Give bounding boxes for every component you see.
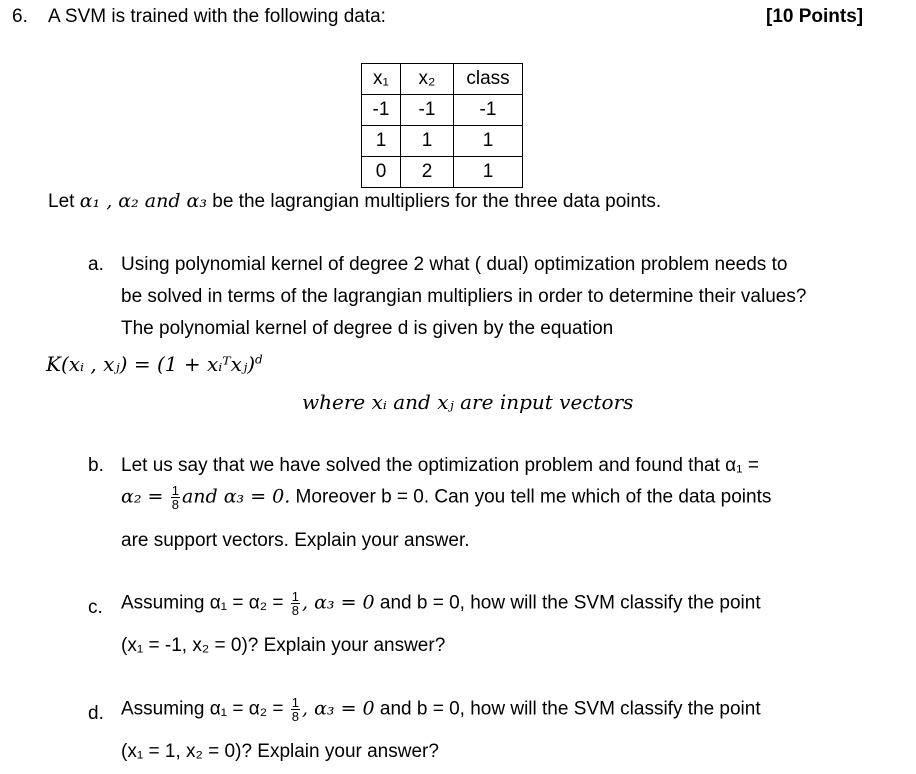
question-points: [10 Points] (766, 6, 864, 27)
part-b-alpha3: and α₃ = 0. (181, 485, 291, 508)
kernel-formula: K(xᵢ , xⱼ) = (1 + xᵢᵀxⱼ) (46, 352, 256, 376)
part-b-fraction (171, 484, 180, 511)
part-a-line3: The polynomial kernel of degree d is given by the equation (121, 318, 614, 339)
part-a-line2: be solved in terms of the lagrangian multipliers in order to determine their values? (121, 286, 807, 307)
question-number: 6. (12, 6, 28, 27)
header-x1: x₁ (362, 64, 401, 95)
intro-math: α₁ , α₂ and α₃ (79, 190, 207, 212)
fraction-numerator: 1 (291, 695, 299, 710)
table-cell: 1 (454, 126, 523, 157)
table-cell: 0 (362, 157, 401, 188)
part-c-line2: (x₁ = -1, x₂ = 0)? Explain your answer? (121, 635, 446, 656)
part-b-line1-text: Let us say that we have solved the optimization problem and found that α₁ = (121, 455, 759, 476)
part-c-alpha3: , α₃ = 0 (302, 591, 375, 614)
part-b-line1 (121, 455, 759, 477)
kernel-where: where xᵢ and xⱼ are input vectors (302, 390, 634, 414)
part-c-label: c. (88, 597, 103, 618)
kernel-exponent: d (255, 352, 263, 367)
kernel-equation (46, 352, 263, 376)
fraction-numerator: 1 (171, 483, 179, 498)
table-row (362, 126, 523, 157)
table-cell: 1 (401, 126, 454, 157)
fraction-numerator: 1 (291, 589, 299, 604)
intro-prefix: Let (48, 191, 80, 212)
fraction-denominator: 8 (291, 603, 299, 618)
table-cell: -1 (454, 95, 523, 126)
part-d-alpha3: , α₃ = 0 (302, 697, 375, 720)
part-d-label: d. (88, 703, 104, 724)
part-c-suffix: and b = 0, how will the SVM classify the point (374, 592, 761, 614)
part-a-label: a. (88, 254, 104, 275)
part-c-line1 (121, 590, 761, 617)
intro-line (48, 190, 661, 213)
part-c-fraction (291, 590, 300, 617)
part-b-label: b. (88, 455, 104, 476)
header-x2: x₂ (401, 64, 454, 95)
fraction-denominator: 8 (291, 709, 299, 724)
part-b-line2 (121, 484, 771, 511)
part-d-prefix: Assuming α₁ = α₂ = (121, 698, 284, 720)
table-cell: 2 (401, 157, 454, 188)
part-c-prefix: Assuming α₁ = α₂ = (121, 592, 284, 614)
part-a-line1: Using polynomial kernel of degree 2 what ( dual) optimization problem needs to (121, 254, 788, 275)
question-text: A SVM is trained with the following data: (48, 6, 386, 27)
part-d-line2: (x₁ = 1, x₂ = 0)? Explain your answer? (121, 741, 439, 762)
part-b-line2-text: Moreover b = 0. Can you tell me which of the data points (290, 486, 772, 508)
fraction-denominator: 8 (171, 497, 179, 512)
part-b-line3: are support vectors. Explain your answer. (121, 530, 470, 551)
training-data-table (361, 63, 523, 188)
table-cell: -1 (362, 95, 401, 126)
table-cell: 1 (454, 157, 523, 188)
part-d-suffix: and b = 0, how will the SVM classify the point (374, 698, 761, 720)
part-d-line1 (121, 696, 761, 723)
header-class: class (454, 64, 523, 95)
table-cell: -1 (401, 95, 454, 126)
intro-suffix: be the lagrangian multipliers for the three data points. (206, 191, 662, 212)
part-d-fraction (291, 696, 300, 723)
table-header-row (362, 64, 523, 95)
table-row (362, 95, 523, 126)
table-row (362, 157, 523, 188)
table-cell: 1 (362, 126, 401, 157)
part-b-alpha2: α₂ = (121, 485, 164, 508)
